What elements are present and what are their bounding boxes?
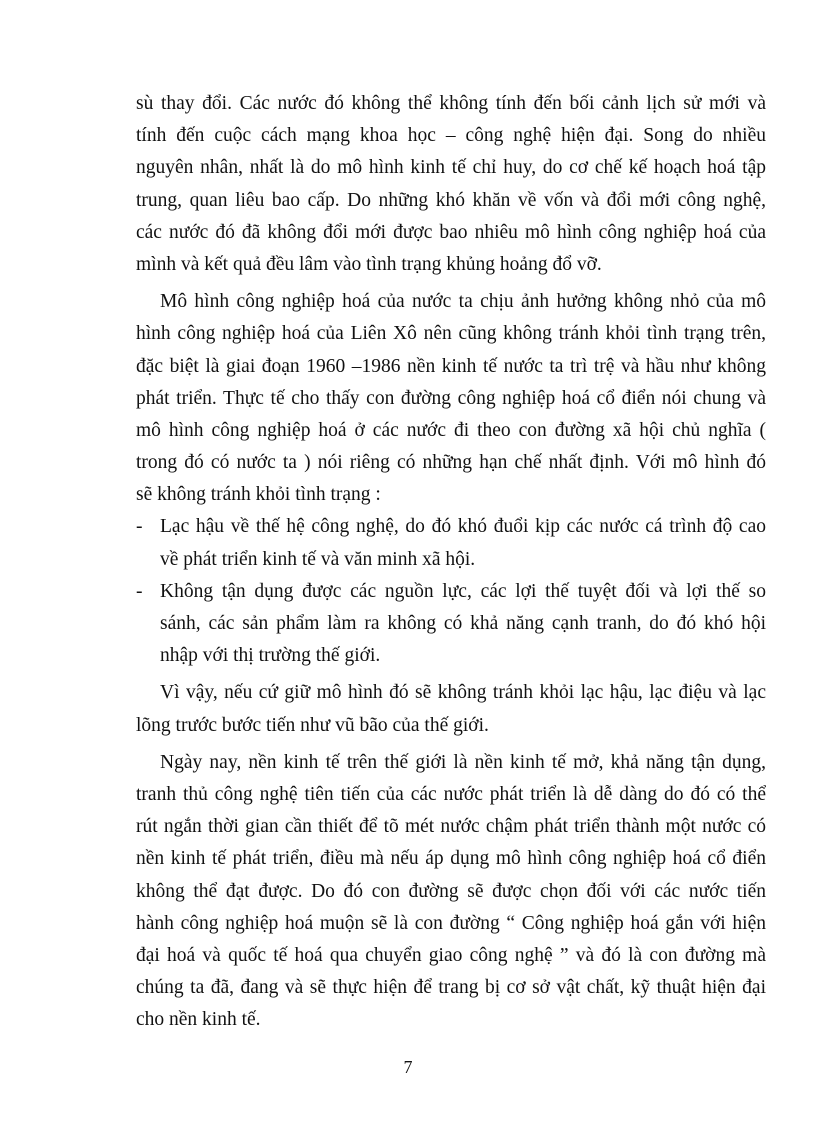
text-line: Mô hình công nghiệp hoá của nước ta chịu ảnh hưởng không nhỏ của mô <box>160 291 766 313</box>
text-line: tranh thủ công nghệ tiên tiến của các nước phát triển là dễ dàng do đó có thể <box>136 783 766 805</box>
text-line: trong đó có nước ta ) nói riêng có những hạn chế nhất định. Với mô hình đó <box>136 452 766 474</box>
paragraph <box>136 286 766 511</box>
text-line: cho nền kinh tế. <box>136 1009 261 1031</box>
text-line: tính đến cuộc cách mạng khoa học – công nghệ hiện đại. Song do nhiều <box>136 125 766 147</box>
text-line: mô hình công nghiệp hoá ở các nước đi theo con đường xã hội chủ nghĩa ( <box>136 419 766 441</box>
text-line: nguyên nhân, nhất là do mô hình kinh tế chỉ huy, do cơ chế kế hoạch hoá tập <box>136 157 766 179</box>
text-line: sánh, các sản phẩm làm ra không có khả năng cạnh tranh, do đó khó hội <box>160 613 766 634</box>
text-line: Lạc hậu về thế hệ công nghệ, do đó khó đuổi kịp các nước cá trình độ cao <box>160 516 766 538</box>
bullet-item <box>0 511 766 575</box>
text-line: các nước đó đã không đổi mới được bao nhiêu mô hình công nghiệp hoá của <box>136 221 766 243</box>
text-line: Vì vậy, nếu cứ giữ mô hình đó sẽ không tránh khỏi lạc hậu, lạc điệu và lạc <box>160 682 766 704</box>
text-line: lõng trước bước tiến như vũ bão của thế giới. <box>136 714 489 736</box>
text-line: đại hoá và quốc tế hoá qua chuyển giao công nghệ ” và đó là con đường mà <box>136 944 766 966</box>
text-line: sẽ không tránh khỏi tình trạng : <box>136 484 381 506</box>
text-line: đặc biệt là giai đoạn 1960 –1986 nền kinh tế nước ta trì trệ và hầu như không <box>136 355 766 377</box>
text-line: hành công nghiệp hoá muộn sẽ là con đường “ Công nghiệp hoá gắn với hiện <box>136 912 766 934</box>
text-line: trung, quan liêu bao cấp. Do những khó khăn về vốn và đổi mới công nghệ, <box>136 189 766 211</box>
text-line: sù thay đổi. Các nước đó không thể không tính đến bối cảnh lịch sử mới và <box>136 93 766 114</box>
text-line: Không tận dụng được các nguồn lực, các lợi thế tuyệt đối và lợi thế so <box>160 580 766 602</box>
bullet-dash: - <box>136 516 143 538</box>
text-line: hình công nghiệp hoá của Liên Xô nên cũng không tránh khỏi tình trạng trên, <box>136 323 766 345</box>
paragraph <box>136 747 766 1037</box>
bullet-item <box>0 576 766 673</box>
text-line: chúng ta đã, đang và sẽ thực hiện để trang bị cơ sở vật chất, kỹ thuật hiện đại <box>136 977 766 999</box>
body-text <box>136 88 766 1036</box>
text-line: Ngày nay, nền kinh tế trên thế giới là nền kinh tế mở, khả năng tận dụng, <box>160 751 766 773</box>
text-line: phát triển. Thực tế cho thấy con đường công nghiệp hoá cổ điển nói chung và <box>136 387 766 409</box>
text-line: nhập với thị trường thế giới. <box>160 645 381 667</box>
bullet-dash: - <box>136 580 143 602</box>
text-line: mình và kết quả đều lâm vào tình trạng khủng hoảng đổ vỡ. <box>136 253 602 275</box>
page-number: 7 <box>403 1057 413 1077</box>
text-line: rút ngắn thời gian cần thiết để tõ mét nước chậm phát triển thành một nước có <box>136 816 766 838</box>
paragraph <box>136 88 766 281</box>
text-line: nền kinh tế phát triển, điều mà nếu áp dụng mô hình công nghiệp hoá cổ điển <box>136 848 766 870</box>
text-line: về phát triển kinh tế và văn minh xã hội. <box>160 548 476 570</box>
text-line: không thể đạt được. Do đó con đường sẽ được chọn đối với các nước tiến <box>136 880 766 902</box>
paragraph <box>136 677 766 741</box>
